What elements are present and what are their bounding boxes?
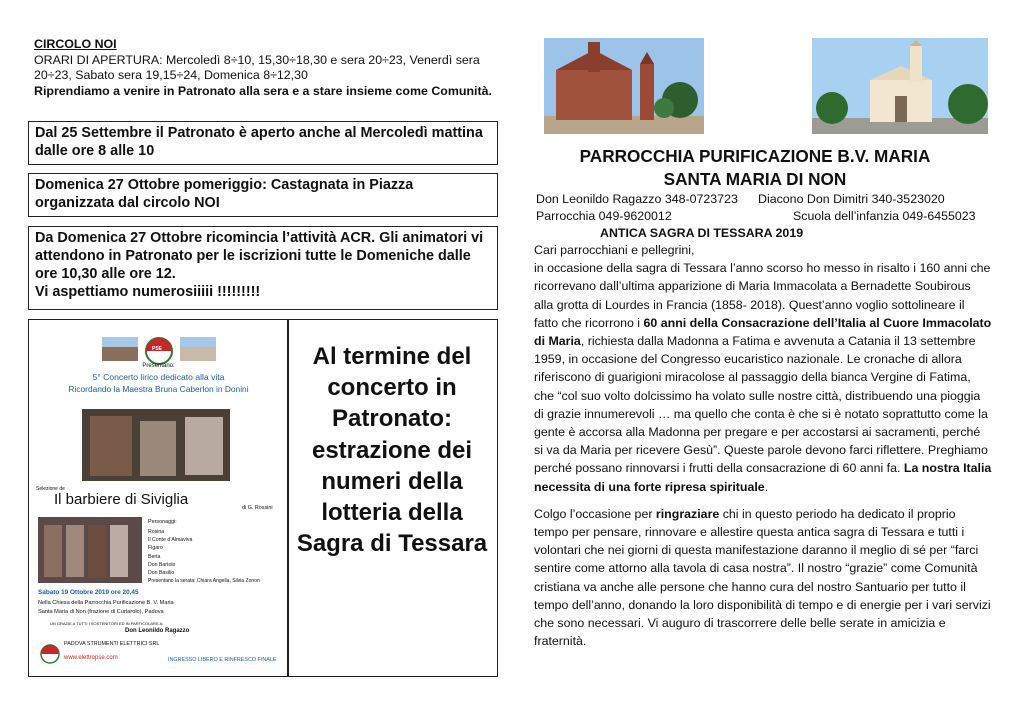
- flyer-date: Sabato 19 Ottobre 2019 ore 20,45: [38, 589, 139, 596]
- text: , richiesta dalla Madonna a Fatima e avvenuta a Catania il 13 settembre 1959, in occasione del Congresso eucaristico nazionale. Le cronache di allora riferiscono di guarigioni miracolose al passaggio della bianca Vergine di Fatima, che “col suo volto dolcissimo ha volato sulle nostre città, distribuendo una pioggia di grazie innumerevoli … ma quello che conta è che si è notato soprattutto come la gente è accorsa alla Madonna per pregare e per accostarsi ai sacramenti, perché si va da Maria per ricevere Gesù”. Queste parole devono farci riflettere. Preghiamo perché possano rinnovarsi i frutti della consacrazione di 60 anni fa.: [534, 334, 988, 476]
- parish-name: PARROCCHIA PURIFICAZIONE B.V. MARIA: [579, 146, 931, 166]
- notice-text: Dal 25 Settembre il Patronato è aperto anche al Mercoledì mattina dalle ore 8 alle 10: [35, 125, 483, 159]
- flyer-opera-title: Il barbiere di Siviglia: [54, 491, 189, 508]
- concert-flyer: [30, 321, 287, 675]
- letter-paragraph-2: [534, 505, 992, 651]
- flyer-characters-title: Personaggi:: [148, 519, 177, 525]
- flyer-presents: Presentano:: [142, 363, 175, 369]
- opening-hours: ORARI DI APERTURA: Mercoledì 8÷10, 15,30÷18,30 e sera 20÷23, Venerdì sera 20÷23, Sabato sera 19,15÷24, Domenica 8÷12,30: [34, 52, 480, 83]
- bold-text: 60 anni della Consacrazione dell’Italia al Cuore Immacolato di Maria: [534, 315, 992, 349]
- character: Don Bartolo: [148, 561, 176, 568]
- bold-text: ringraziare: [655, 506, 720, 521]
- notice-text: Da Domenica 27 Ottobre ricomincia l’attività ACR. Gli animatori vi attendono in Patronato per le iscrizioni tutte le Domeniche dalle ore 10,30 alle ore 12.: [35, 230, 484, 282]
- flyer-composer: di G. Rossini: [242, 505, 273, 511]
- flyer-thanks: UN GRAZIE A TUTTI I SOSTENITORI ED IN PARTICOLARE A:: [50, 621, 164, 626]
- letter-paragraph-1: [534, 259, 992, 496]
- circolo-invite: Riprendiamo a venire in Patronato alla sera e a stare insieme come Comunità.: [34, 83, 492, 98]
- notice-closing: Vi aspettiamo numerosiiiii !!!!!!!!!: [35, 284, 261, 300]
- flyer-venue: Nella Chiesa della Parrocchia Purificazione B. V. Maria: [38, 600, 174, 606]
- character: Berta: [148, 553, 161, 560]
- flyer-presenters: Presentano la serata: Chiara Angella, Silvia Zonon: [148, 578, 260, 584]
- text: chi in questo periodo ha dedicato il proprio tempo per pensare, rinnovare e allestire questa antica sagra di Tessara e tutti i volontari che nei giorni di questa manifestazione daranno il meglio di sé per “farci sentire come attorno alla tavola di casa nostra”. Il nostro “grazie” come Comunità cristiana va anche alle persone che hanno cura del nostro Santuario per tutto il tempo dell’anno, donando la loro disponibilità di tempo e di energie per i vari servizi che sono necessari. Vi auguro di trascorrere delle belle serate in amicizia e fraternità.: [534, 506, 991, 649]
- character: Rosina: [148, 529, 165, 535]
- contact-diacono: Diacono Don Dimitri 340-3523020: [758, 192, 945, 206]
- text: in occasione della sagra di Tessara l’anno scorso ho messo in risalto i 160 anni che ricorrevano dall’ultima apparizione di Maria Immacolata a Bernadette Soubirous alla grotta di Lourdes in Francia (1858- 2018). Quest’anno voglio sottolineare il fatto che ricorrono i: [534, 261, 991, 330]
- text: Colgo l’occasione per: [534, 506, 656, 521]
- column-divider: [287, 319, 289, 677]
- flyer-selection: Selezione de: [36, 486, 65, 492]
- parish-place: SANTA MARIA DI NON: [663, 169, 847, 189]
- pse-logo-text: PSE: [152, 346, 163, 352]
- notice-castagnata: [28, 173, 498, 217]
- circolo-noi-section: [34, 37, 492, 99]
- letter-greeting: Cari parrocchiani e pellegrini,: [534, 243, 695, 257]
- pastor-letter: [534, 241, 992, 650]
- notice-text: Domenica 27 Ottobre pomeriggio: Castagnata in Piazza organizzata dal circolo NOI: [35, 177, 414, 211]
- notice-acr: [28, 226, 498, 310]
- contact-parroco: Don Leonildo Ragazzo 348-0723723: [536, 192, 738, 206]
- character: Il Conte d’Almaviva: [148, 537, 193, 544]
- flyer-priest: Don Leonildo Ragazzo: [125, 628, 190, 634]
- flyer-sponsor: PADOVA STRUMENTI ELETTRICI SRL: [64, 641, 160, 647]
- circolo-title: CIRCOLO NOI: [34, 37, 117, 51]
- flyer-entry: INGRESSO LIBERO E RINFRESCO FINALE: [168, 657, 277, 663]
- flyer-concert-title: 5° Concerto lirico dedicato alla vita: [92, 372, 225, 382]
- bold-text: La nostra Italia necessita di una forte ripresa spirituale: [534, 461, 992, 494]
- flyer-website: www.elettropse.com: [64, 655, 118, 661]
- notice-wednesday-opening: [28, 121, 498, 165]
- flyer-place: Santa Maria di Non (frazione di Curtarolo), Padova: [38, 609, 164, 615]
- letter-heading: ANTICA SAGRA DI TESSARA 2019: [600, 226, 804, 240]
- character: Figaro: [148, 545, 163, 552]
- contact-scuola: Scuola dell’infanzia 049-6455023: [793, 209, 976, 223]
- lottery-announcement: Al termine del concerto in Patronato: estrazione dei numeri della lotteria della Sagra di Tessara: [296, 343, 488, 558]
- character: Don Basilio: [148, 570, 175, 577]
- contact-parrocchia: Parrocchia 049-9620012: [536, 209, 672, 223]
- church-photo: [544, 38, 704, 134]
- text: .: [764, 479, 769, 494]
- flyer-characters: [148, 528, 192, 577]
- flyer-memorial: Ricordando la Maestra Bruna Caberlon in Donini: [68, 384, 249, 394]
- sanctuary-photo: [812, 38, 988, 134]
